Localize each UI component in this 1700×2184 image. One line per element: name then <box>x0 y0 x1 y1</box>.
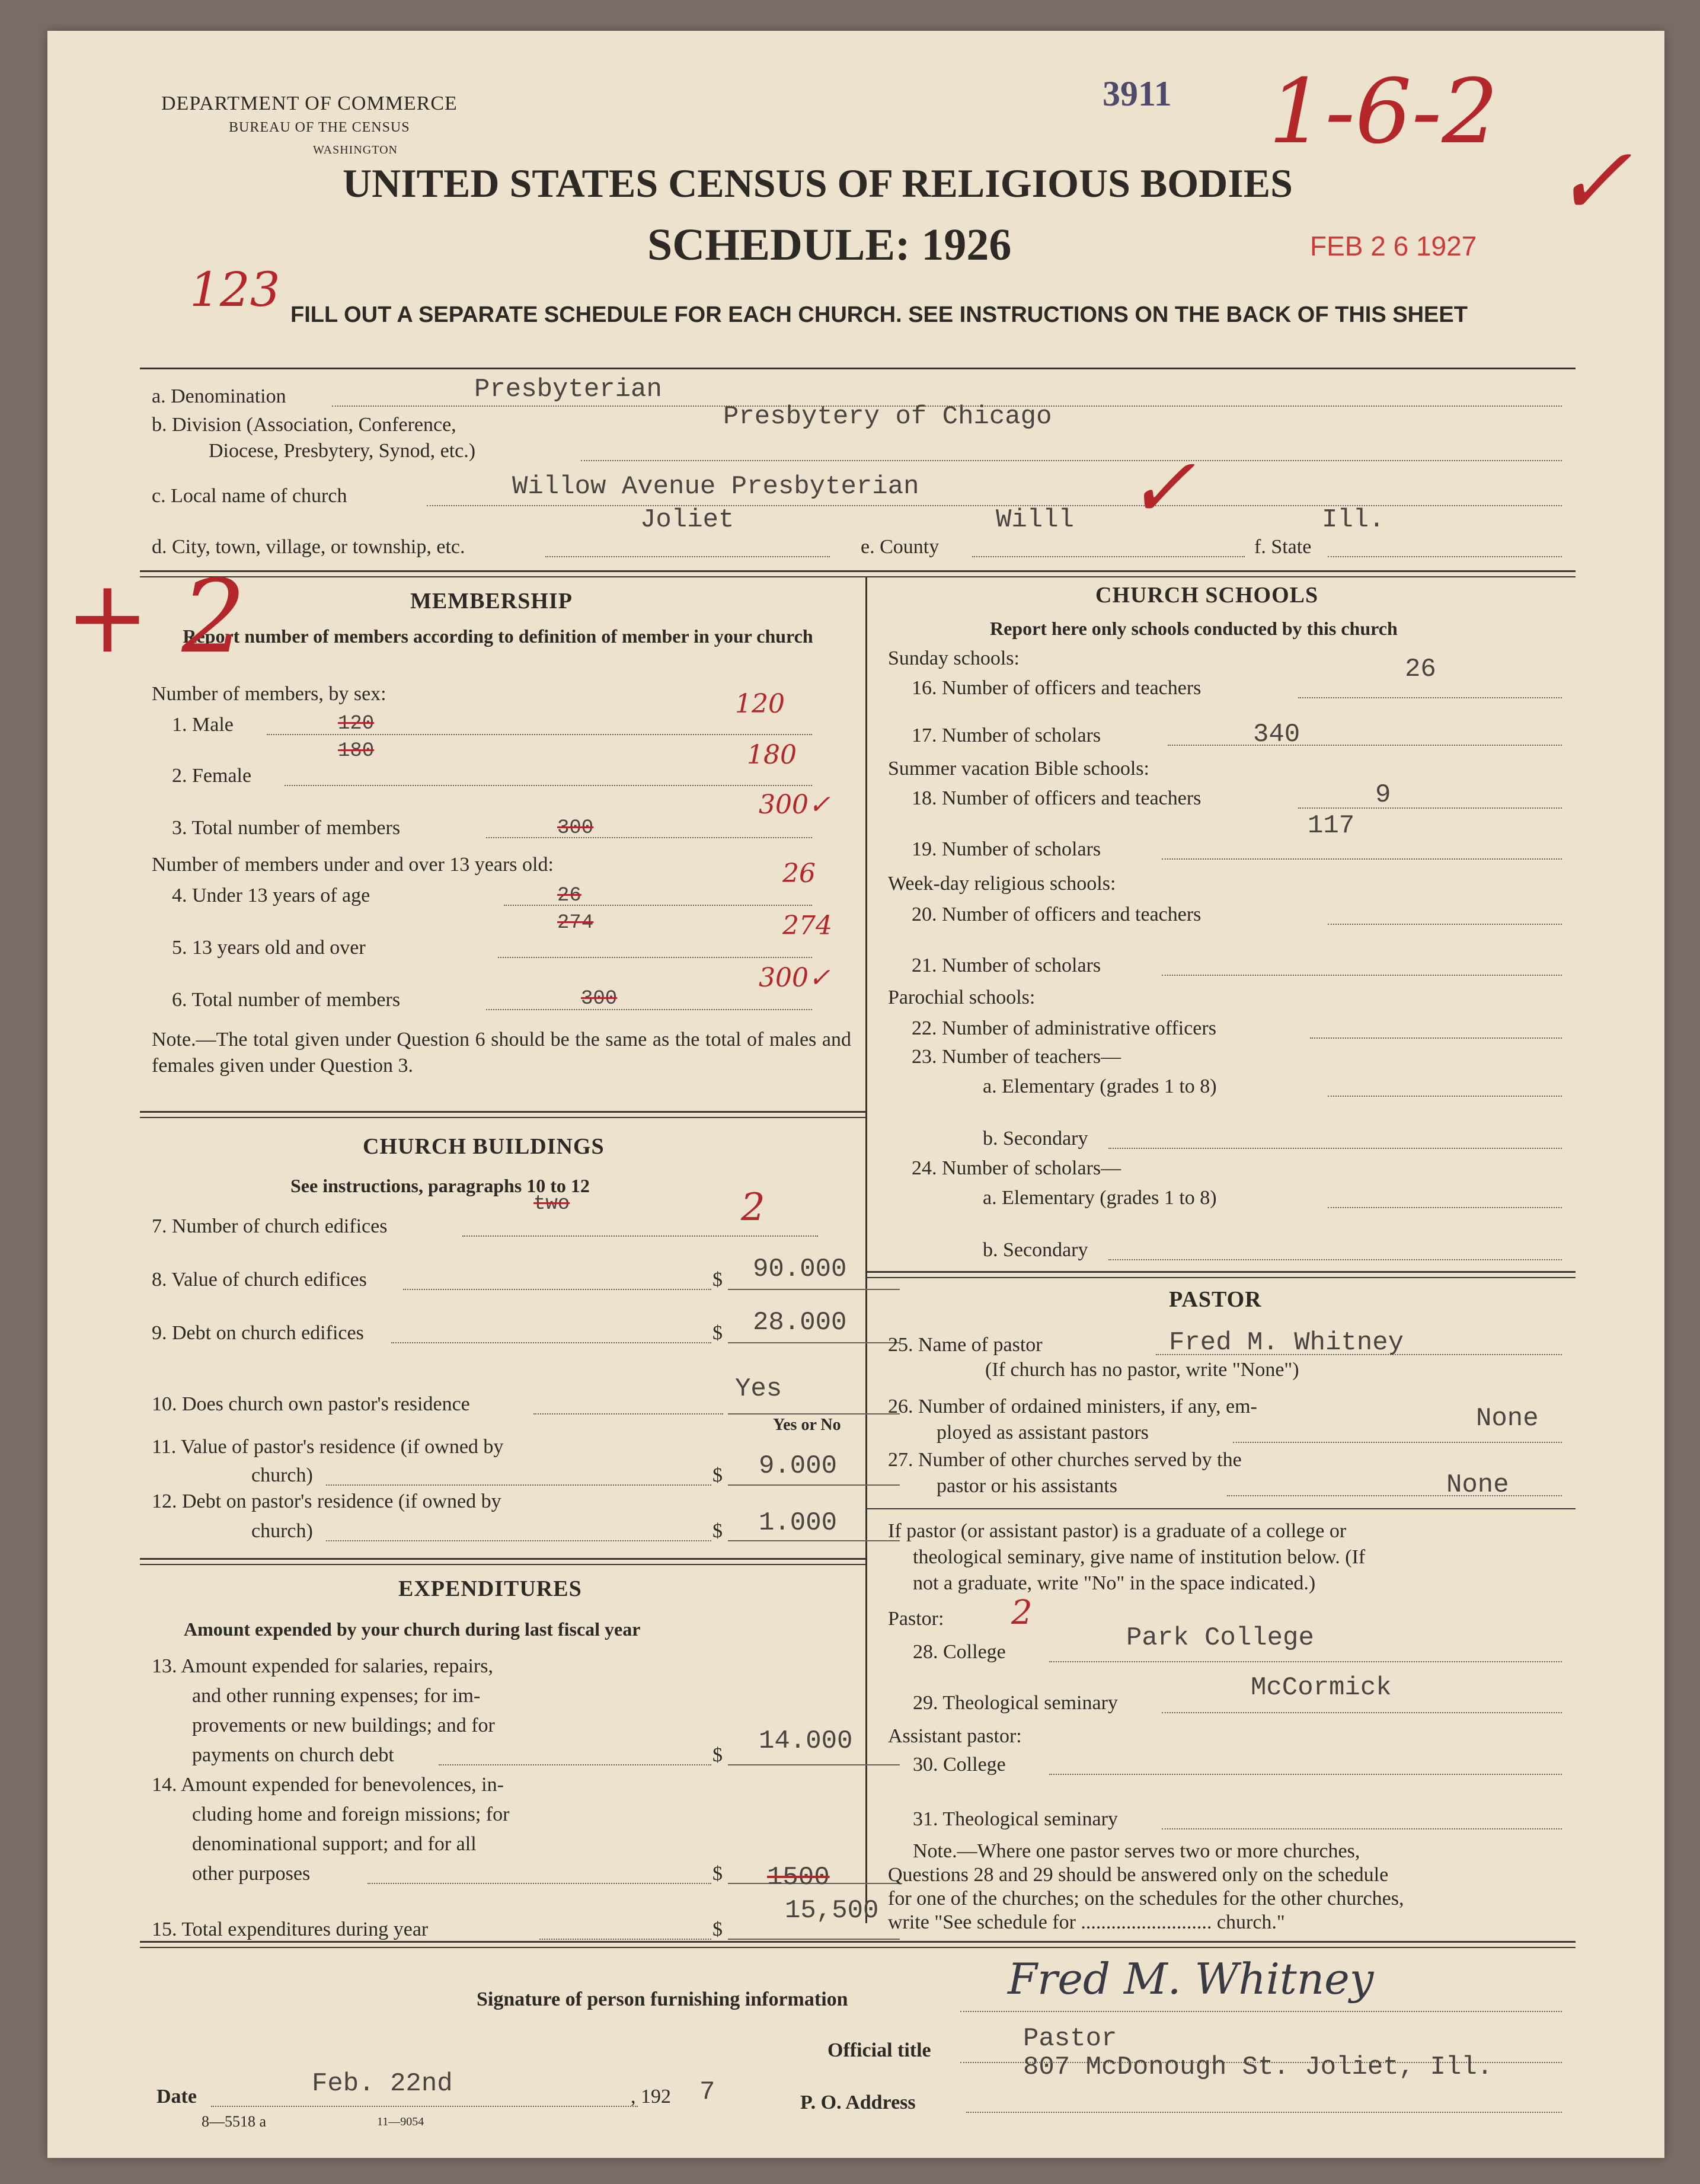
q18-field[interactable]: 9 <box>1375 780 1391 810</box>
q9-field[interactable]: 28.000 <box>753 1308 847 1337</box>
summer-schools-label: Summer vacation Bible schools: <box>888 758 1149 780</box>
bureau-label: BUREAU OF THE CENSUS <box>229 120 410 135</box>
q18-label: 18. Number of officers and teachers <box>912 787 1201 809</box>
department-label: DEPARTMENT OF COMMERCE <box>161 92 458 114</box>
city-field[interactable]: Joliet <box>640 505 734 535</box>
q20-label: 20. Number of officers and teachers <box>912 903 1201 925</box>
q13-field[interactable]: 14.000 <box>759 1726 853 1756</box>
year-field[interactable]: 7 <box>699 2077 715 2107</box>
expenditures-heading: EXPENDITURES <box>398 1576 582 1601</box>
signature-field[interactable]: Fred M. Whitney <box>1008 1954 1374 2004</box>
sunday-schools-label: Sunday schools: <box>888 647 1020 669</box>
q3-typed: 300 <box>557 817 594 839</box>
q13-label: 13. Amount expended for salaries, repairs, <box>152 1655 493 1677</box>
state-label: f. State <box>1254 536 1312 558</box>
q31-label: 31. Theological seminary <box>913 1808 1118 1830</box>
q19-label: 19. Number of scholars <box>912 838 1101 860</box>
pastor-subheading: Pastor: <box>888 1608 944 1630</box>
q4-typed: 26 <box>557 885 581 907</box>
official-title-field[interactable]: Pastor <box>1023 2024 1117 2054</box>
q5-field[interactable]: 274 <box>782 911 832 941</box>
schools-heading: CHURCH SCHOOLS <box>1095 583 1319 608</box>
members-by-sex-label: Number of members, by sex: <box>152 683 386 705</box>
handwritten-number: 123 <box>190 262 280 317</box>
print-number: 11—9054 <box>377 2115 424 2128</box>
denomination-field[interactable]: Presbyterian <box>474 375 662 404</box>
q14-label: 14. Amount expended for benevolences, in- <box>152 1774 504 1796</box>
q5-typed: 274 <box>557 912 594 934</box>
q11-field[interactable]: 9.000 <box>759 1451 838 1481</box>
q21-label: 21. Number of scholars <box>912 954 1101 976</box>
year-prefix: , 192 <box>631 2086 671 2108</box>
schedule-title: SCHEDULE: 1926 <box>647 220 1012 270</box>
q19-field[interactable]: 117 <box>1308 811 1355 841</box>
division-label-2: Diocese, Presbytery, Synod, etc.) <box>209 440 476 462</box>
q16-label: 16. Number of officers and teachers <box>912 677 1201 699</box>
check-mark-icon: ✓ <box>1553 126 1633 237</box>
q28-label: 28. College <box>913 1641 1006 1663</box>
q7-field[interactable]: 2 <box>741 1186 765 1230</box>
state-field[interactable]: Ill. <box>1322 505 1385 535</box>
q23-label: 23. Number of teachers— <box>912 1046 1121 1068</box>
pastor-heading: PASTOR <box>1169 1287 1262 1312</box>
county-label: e. County <box>861 536 940 558</box>
members-by-age-label: Number of members under and over 13 years old: <box>152 854 554 876</box>
buildings-heading: CHURCH BUILDINGS <box>363 1134 605 1159</box>
q10-label: 10. Does church own pastor's residence <box>152 1393 470 1415</box>
column-divider <box>865 577 867 1923</box>
city-label: WASHINGTON <box>313 143 398 157</box>
q7-label: 7. Number of church edifices <box>152 1215 388 1237</box>
instruction-banner: FILL OUT A SEPARATE SCHEDULE FOR EACH CHURCH. SEE INSTRUCTIONS ON THE BACK OF THIS SHEET <box>290 302 1468 327</box>
q2-label: 2. Female <box>172 765 252 787</box>
membership-intro: Report number of members according to definition of member in your church <box>183 625 813 647</box>
q26-field[interactable]: None <box>1476 1404 1539 1433</box>
city-label: d. City, town, village, or township, etc. <box>152 536 465 558</box>
q6-label: 6. Total number of members <box>172 989 401 1011</box>
membership-note: Note.—The total given under Question 6 should be the same as the total of males and females given under Question 3. <box>152 1029 851 1077</box>
local-name-label: c. Local name of church <box>152 485 347 507</box>
q11-label: 11. Value of pastor's residence (if owned by <box>152 1436 504 1458</box>
parochial-schools-label: Parochial schools: <box>888 986 1036 1008</box>
buildings-intro: See instructions, paragraphs 10 to 12 <box>290 1175 590 1196</box>
q15-field[interactable]: 15,500 <box>785 1896 879 1926</box>
q1-typed: 120 <box>338 713 375 735</box>
membership-heading: MEMBERSHIP <box>410 589 573 614</box>
official-title-label: Official title <box>827 2039 931 2061</box>
division-field[interactable]: Presbytery of Chicago <box>723 402 1052 432</box>
q9-label: 9. Debt on church edifices <box>152 1322 364 1344</box>
census-form: DEPARTMENT OF COMMERCE BUREAU OF THE CENSUS WASHINGTON 3911 1-6-2 ✓ UNITED STATES CENSUS OF RELIGIOUS BODIES SCHEDULE: 1926 FEB 2 6 1927 123 FILL OUT A SEPARATE SCHEDULE FOR EACH CHURCH. SEE INSTRUCTIONS ON THE BACK OF THIS SHEET a. Denomination Presbyterian b. Division (Association, Conference, Diocese, Presbytery, Synod, etc.) Presbytery of Chicago c. Local name of church Willow Avenue Presbyterian ✓ d. City, town, village, or township, etc. Joliet e. County Willl f. State Ill. MEMBERSHIP Report number of members according to definition of member in your church + 2 Number of members, by sex: 1. Male 120 120 180 2. Female 180 3. Total number of members 300 300✓ Number of members under and over 13 years old: 4. Under 13 years of age 26 26 274 5. 13 years old and over 274 6. Total number of members 300 300✓ Note.—The total given under Question 6 should be the same as the total of males and females given under Question 3. CHURCH BUILDINGS See instructions, paragraphs 10 to 12 7. Number of church edifices two 2 8. Value of church edifices $ 90.000 9. Debt on church edifices $ 28.000 10. Does church own pastor's residence Yes Yes or No 11. Value of pastor's residence (if owned by church) $ 9.000 12. Debt on pastor's residence (if owned by church) $ 1.000 EXPENDITURES Amount expended by your church during last fiscal year 13. Amount expended for salaries, repairs, and other running expenses; for im- provements or new buildings; and for payments on church debt $ 14.000 14. Amount expended for benevolences, in- cluding home and foreign missions; for denominational support; and for all other purposes $ 1500 15. Total expenditures during year $ 15,500 CHURCH SCHOOLS Report here only schools conducted by this church Sunday schools: 16. Number of officers and teachers 26 17. Number of scholars 340 Summer vacation Bible schools: 18. Number of officers and teachers 9 19. Number of scholars 117 Week-day religious schools: 20. Number of officers and teachers 21. Number of scholars Parochial schools: 22. Number of administrative officers 23. Number of teachers— a. Elementary (grades 1 to 8) b. Secondary 24. Number of scholars— a. Elementary (grades 1 to 8) b. Secondary PASTOR 25. Name of pastor Fred M. Whitney (If church has no pastor, write "None") 26. Number of ordained ministers, if any, em- ployed as assistant pastors None 27. Number of other churches served by the pastor or his assistants None If pastor (or assistant pastor) is a graduate of a college or theological seminary, give name of institution below. (If not a graduate, write "No" in the space indicated.) Pastor: 2 28. College Park College 29. Theological seminary McCormick Assistant pastor: 30. College 31. Theological seminary Note.—Where one pastor serves two or more churches, Questions 28 and 29 should be answered only on the schedule for one of the churches; on the schedules for the other churches, write "See schedule for .......................... church." Signature of person furnishing information Fred M. Whitney Official title Pastor Date Feb. 22nd , 192 7 P. O. Address 807 McDonough St. Joliet, Ill. 8—5518 a 11—9054 <box>47 31 1664 2158</box>
form-number: 8—5518 a <box>202 2113 267 2130</box>
q27-label: 27. Number of other churches served by the <box>888 1449 1242 1471</box>
q2-field[interactable]: 180 <box>747 740 797 770</box>
q23b-label: b. Secondary <box>983 1128 1088 1150</box>
date-label: Date <box>156 2086 197 2108</box>
assistant-subheading: Assistant pastor: <box>888 1725 1022 1747</box>
q22-label: 22. Number of administrative officers <box>912 1017 1216 1039</box>
file-number: 3911 <box>1103 74 1172 113</box>
q1-label: 1. Male <box>172 714 234 736</box>
q30-label: 30. College <box>913 1754 1006 1776</box>
q14-field[interactable]: 1500 <box>767 1863 830 1892</box>
q24-label: 24. Number of scholars— <box>912 1157 1121 1179</box>
handwritten-code: 1-6-2 <box>1268 60 1498 164</box>
form-title: UNITED STATES CENSUS OF RELIGIOUS BODIES <box>343 161 1293 206</box>
q26-label: 26. Number of ordained ministers, if any, em- <box>888 1396 1257 1417</box>
q25-field[interactable]: Fred M. Whitney <box>1169 1328 1404 1358</box>
margin-mark: + 2 <box>65 558 246 676</box>
q15-label: 15. Total expenditures during year <box>152 1918 429 1940</box>
q17-label: 17. Number of scholars <box>912 724 1101 746</box>
received-stamp: FEB 2 6 1927 <box>1310 231 1477 261</box>
q4-field[interactable]: 26 <box>782 858 816 889</box>
graduate-note: If pastor (or assistant pastor) is a graduate of a college or <box>888 1520 1347 1542</box>
q25-hint: (If church has no pastor, write "None") <box>985 1359 1299 1381</box>
q24a-label: a. Elementary (grades 1 to 8) <box>983 1187 1217 1209</box>
q23a-label: a. Elementary (grades 1 to 8) <box>983 1075 1217 1097</box>
pastor-note: Note.—Where one pastor serves two or more churches, <box>913 1840 1360 1862</box>
q6-field[interactable]: 300✓ <box>759 963 830 993</box>
q28-field[interactable]: Park College <box>1126 1623 1314 1653</box>
denomination-label: a. Denomination <box>152 385 286 407</box>
county-field[interactable]: Willl <box>996 505 1075 535</box>
q12-label: 12. Debt on pastor's residence (if owned by <box>152 1490 501 1512</box>
expenditures-intro: Amount expended by your church during last fiscal year <box>184 1618 641 1640</box>
q24b-label: b. Secondary <box>983 1239 1088 1261</box>
address-label: P. O. Address <box>800 2092 916 2113</box>
q2-typed: 180 <box>338 740 375 762</box>
q27-field[interactable]: None <box>1446 1470 1509 1500</box>
q8-label: 8. Value of church edifices <box>152 1269 367 1291</box>
signature-label: Signature of person furnishing information <box>477 1988 848 2010</box>
date-field[interactable]: Feb. 22nd <box>312 2069 453 2099</box>
q5-label: 5. 13 years old and over <box>172 937 366 959</box>
pastor-mark: 2 <box>1011 1594 1033 1632</box>
q4-label: 4. Under 13 years of age <box>172 885 370 906</box>
divider <box>140 368 1576 369</box>
q3-field[interactable]: 300✓ <box>759 790 830 820</box>
address-field[interactable]: 807 McDonough St. Joliet, Ill. <box>1023 2052 1493 2082</box>
q17-field[interactable]: 340 <box>1253 720 1300 749</box>
q7-typed: two <box>533 1193 570 1215</box>
q10-hint: Yes or No <box>773 1416 841 1434</box>
q29-label: 29. Theological seminary <box>913 1692 1118 1714</box>
q6-typed: 300 <box>581 988 618 1010</box>
check-mark-icon: ✓ <box>1126 440 1196 537</box>
q3-label: 3. Total number of members <box>172 817 401 839</box>
q8-field[interactable]: 90.000 <box>753 1254 847 1284</box>
local-name-field[interactable]: Willow Avenue Presbyterian <box>512 472 919 502</box>
division-label: b. Division (Association, Conference, <box>152 414 456 436</box>
q29-field[interactable]: McCormick <box>1251 1673 1392 1703</box>
q10-field[interactable]: Yes <box>735 1374 782 1404</box>
schools-intro: Report here only schools conducted by this church <box>990 618 1398 639</box>
q1-field[interactable]: 120 <box>735 689 785 719</box>
q12-field[interactable]: 1.000 <box>759 1508 838 1538</box>
q25-label: 25. Name of pastor <box>888 1334 1043 1356</box>
q16-field[interactable]: 26 <box>1405 654 1436 684</box>
weekday-schools-label: Week-day religious schools: <box>888 873 1116 895</box>
